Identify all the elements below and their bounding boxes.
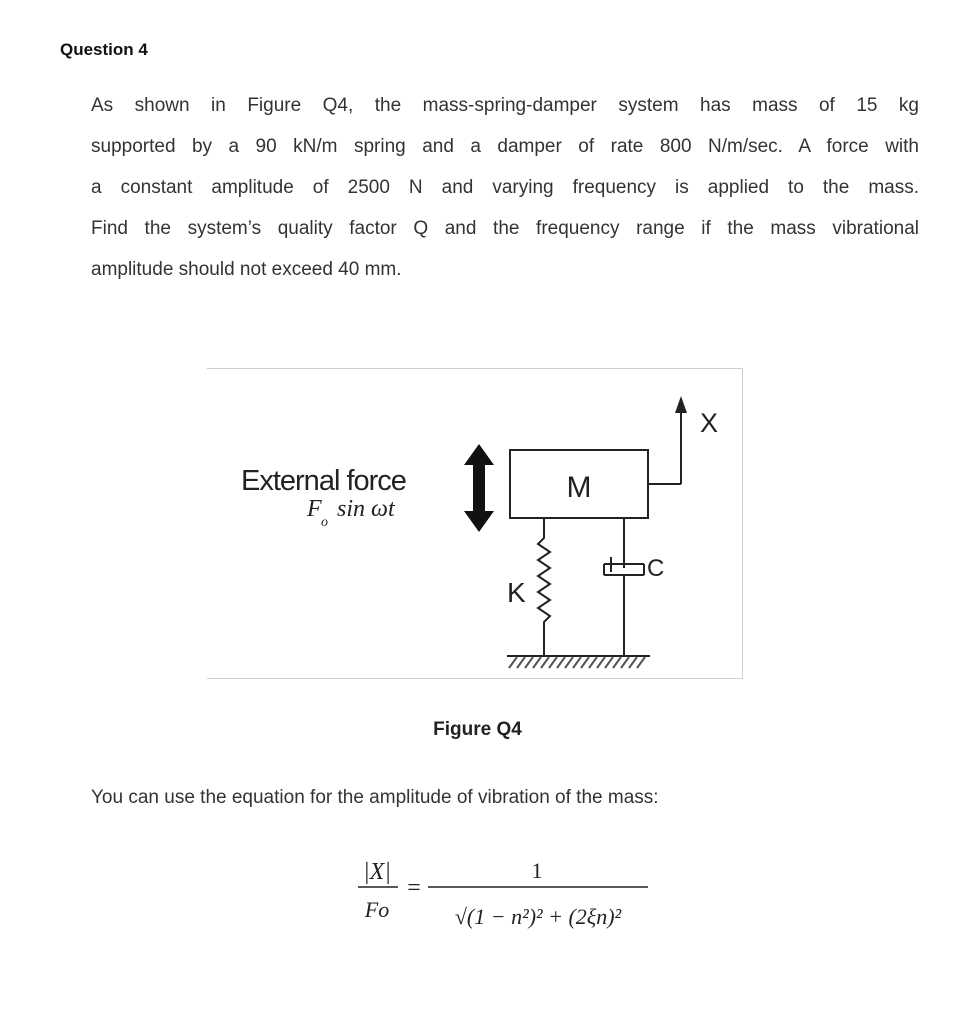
amplitude-equation — [340, 840, 660, 940]
paragraph-line: supported by a 90 kN/m spring and a damper of rate 800 N/m/sec. A force with — [91, 136, 919, 157]
ground-hatch — [507, 656, 650, 668]
equation-lhs-denominator: Fo — [364, 897, 390, 922]
double-arrow-icon — [464, 444, 494, 532]
force-expression-f: F — [307, 496, 322, 522]
equation-equals: = — [407, 875, 421, 901]
mass-label: M — [566, 471, 592, 504]
paragraph-line: Find the system’s quality factor Q and the frequency range if the mass vibrational — [91, 218, 919, 239]
equation-rhs-denominator: √(1 − n²)² + (2ξn)² — [454, 904, 622, 929]
paragraph-line: As shown in Figure Q4, the mass-spring-damper system has mass of 15 kg — [91, 95, 919, 116]
damper-icon — [604, 518, 644, 655]
question-heading: Question 4 — [60, 40, 148, 59]
displacement-arrow-icon — [648, 396, 687, 484]
spring-label: K — [507, 577, 526, 608]
damper-label: C — [647, 555, 665, 582]
equation-rhs-numerator: 1 — [531, 858, 543, 883]
displacement-label: X — [699, 408, 719, 438]
instruction-text — [91, 777, 919, 818]
mass-spring-damper-diagram — [207, 368, 743, 679]
force-expression-sin: sin ωt — [337, 496, 395, 522]
instruction-line: You can use the equation for the amplitude of vibration of the mass: — [91, 787, 659, 808]
external-force-label: External force — [241, 465, 406, 497]
force-expression-subscript: o — [321, 515, 328, 530]
paragraph-line: amplitude should not exceed 40 mm. — [91, 259, 402, 280]
equation-lhs-numerator: |X| — [363, 859, 391, 885]
question-paragraph — [91, 85, 919, 290]
paragraph-line: a constant amplitude of 2500 N and varying frequency is applied to the mass. — [91, 177, 919, 198]
figure-caption: Figure Q4 — [433, 719, 522, 740]
spring-icon — [538, 518, 550, 655]
